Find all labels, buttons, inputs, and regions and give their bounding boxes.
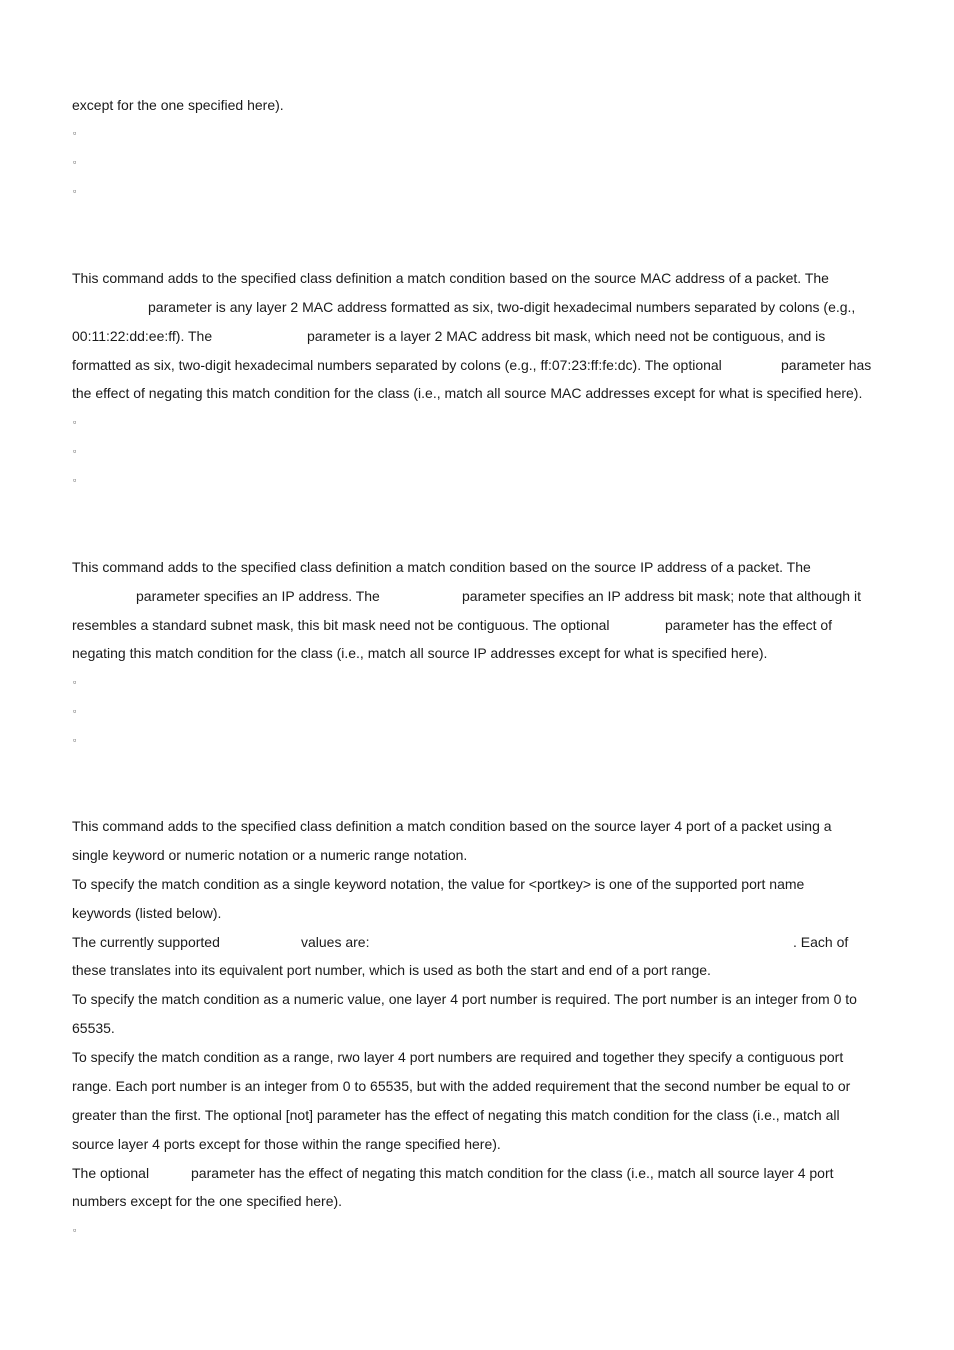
bullet-icon: ▫ — [73, 128, 77, 138]
paragraph-line: values are: — [301, 934, 370, 950]
paragraph-line: range. Each port number is an integer from 0 to 65535, but with the added requirement that the second number be equal to or — [72, 1078, 851, 1094]
paragraph-line: keywords (listed below). — [72, 905, 222, 921]
paragraph-line: . Each of — [793, 934, 849, 950]
paragraph-line: these translates into its equivalent port number, which is used as both the start and end of a port range. — [72, 962, 711, 978]
paragraph-line: parameter has the effect of negating this match condition for the class (i.e., match all source layer 4 port — [191, 1165, 834, 1181]
paragraph-line: 65535. — [72, 1020, 115, 1036]
paragraph-line: negating this match condition for the class (i.e., match all source IP addresses except for what is specified here). — [72, 645, 768, 661]
paragraph-line: 00:11:22:dd:ee:ff). The — [72, 328, 213, 344]
paragraph-line: To specify the match condition as a range, rwo layer 4 port numbers are required and together they specify a contiguous port — [72, 1049, 844, 1065]
paragraph-line: parameter is any layer 2 MAC address formatted as six, two-digit hexadecimal numbers separated by colons (e.g., — [148, 299, 856, 315]
paragraph-line: This command adds to the specified class definition a match condition based on the source IP address of a packet. The — [72, 559, 811, 575]
paragraph-line: greater than the first. The optional [not] parameter has the effect of negating this match condition for the class (i.e., match all — [72, 1107, 840, 1123]
paragraph-line: parameter has the effect of — [665, 617, 833, 633]
bullet-icon: ▫ — [73, 417, 77, 427]
paragraph-line: parameter is a layer 2 MAC address bit mask, which need not be contiguous, and is — [307, 328, 826, 344]
bullet-icon: ▫ — [73, 446, 77, 456]
bullet-icon: ▫ — [73, 475, 77, 485]
bullet-icon: ▫ — [73, 1225, 77, 1235]
paragraph-line: parameter specifies an IP address. The — [136, 588, 380, 604]
paragraph-line: the effect of negating this match condition for the class (i.e., match all source MAC addresses except for what is specified here). — [72, 385, 863, 401]
paragraph-line: parameter specifies an IP address bit mask; note that although it — [462, 588, 861, 604]
paragraph-line: The optional — [72, 1165, 150, 1181]
paragraph-line: parameter has — [781, 357, 872, 373]
paragraph-line: This command adds to the specified class definition a match condition based on the source MAC address of a packet. The — [72, 270, 829, 286]
paragraph-line: This command adds to the specified class definition a match condition based on the source layer 4 port of a packet using a — [72, 818, 832, 834]
paragraph-line: The currently supported — [72, 934, 220, 950]
paragraph-line: formatted as six, two-digit hexadecimal numbers separated by colons (e.g., ff:07:23:ff:fe:dc). The optional — [72, 357, 722, 373]
paragraph-line: source layer 4 ports except for those within the range specified here). — [72, 1136, 501, 1152]
paragraph-line: single keyword or numeric notation or a numeric range notation. — [72, 847, 468, 863]
paragraph-line: numbers except for the one specified here). — [72, 1193, 343, 1209]
bullet-icon: ▫ — [73, 677, 77, 687]
bullet-icon: ▫ — [73, 186, 77, 196]
paragraph-line: To specify the match condition as a numeric value, one layer 4 port number is required. The port number is an integer from 0 to — [72, 991, 857, 1007]
bullet-icon: ▫ — [73, 706, 77, 716]
paragraph-line: resembles a standard subnet mask, this bit mask need not be contiguous. The optional — [72, 617, 610, 633]
paragraph-line: except for the one specified here). — [72, 97, 284, 113]
bullet-icon: ▫ — [73, 735, 77, 745]
paragraph-line: To specify the match condition as a single keyword notation, the value for <portkey> is one of the supported port name — [72, 876, 805, 892]
bullet-icon: ▫ — [73, 157, 77, 167]
